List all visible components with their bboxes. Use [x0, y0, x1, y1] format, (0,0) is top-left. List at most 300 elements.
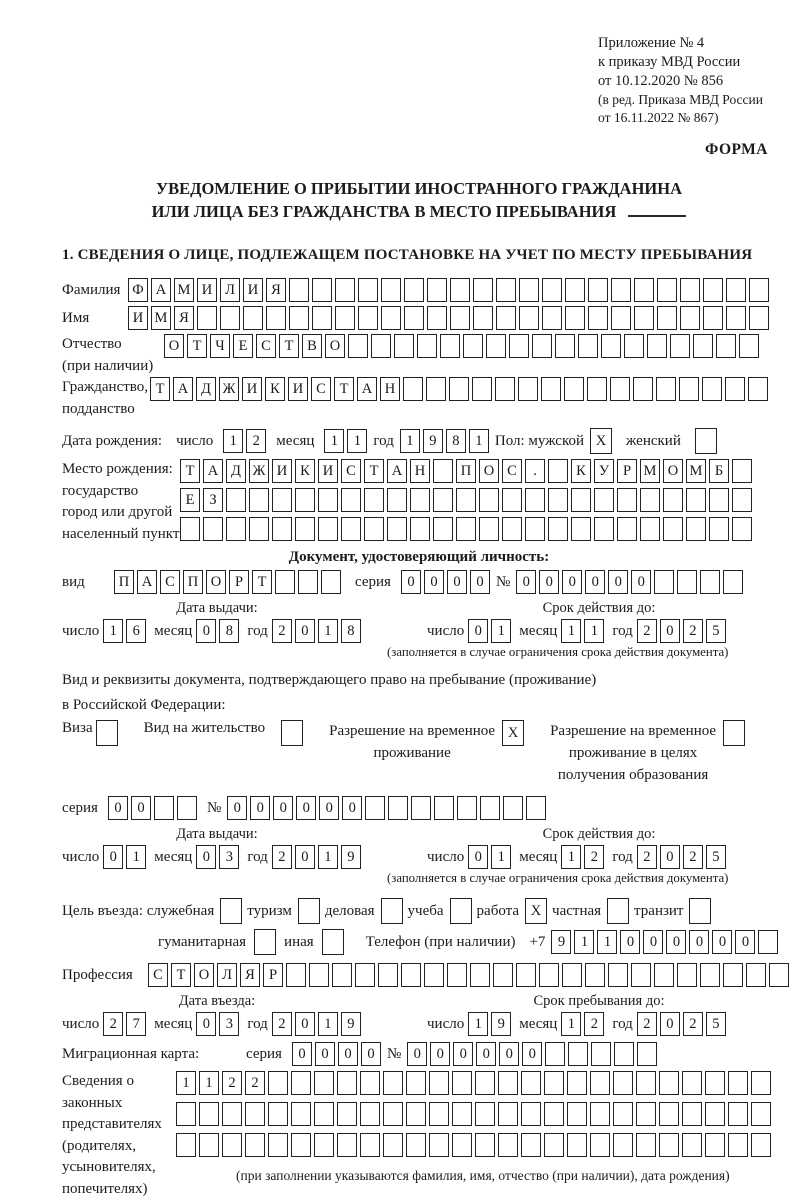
char-cell[interactable]: 1 [318, 1012, 338, 1036]
char-cell[interactable]: 1 [597, 930, 617, 954]
char-cell[interactable] [590, 1071, 610, 1095]
char-cell[interactable]: М [686, 459, 706, 483]
char-cell[interactable]: 0 [196, 619, 216, 643]
char-cell[interactable] [358, 278, 378, 302]
char-cell[interactable]: О [325, 334, 345, 358]
char-cell[interactable]: 0 [338, 1042, 358, 1066]
char-cell[interactable] [473, 306, 493, 330]
char-cell[interactable] [289, 278, 309, 302]
char-cell[interactable]: 5 [706, 619, 726, 643]
char-cell[interactable] [496, 306, 516, 330]
char-cell[interactable] [521, 1071, 541, 1095]
char-cell[interactable]: 0 [539, 570, 559, 594]
char-cell[interactable] [751, 1133, 771, 1157]
char-cell[interactable]: 0 [430, 1042, 450, 1066]
char-cell[interactable]: 0 [108, 796, 128, 820]
char-cell[interactable] [203, 517, 223, 541]
char-cell[interactable] [358, 306, 378, 330]
char-cell[interactable] [590, 1102, 610, 1126]
char-cell[interactable] [703, 278, 723, 302]
char-cell[interactable]: Р [617, 459, 637, 483]
char-cell[interactable]: 0 [295, 845, 315, 869]
char-cell[interactable]: К [571, 459, 591, 483]
char-cell[interactable] [532, 334, 552, 358]
char-cell[interactable] [565, 278, 585, 302]
char-cell[interactable] [682, 1133, 702, 1157]
char-cell[interactable]: 1 [491, 845, 511, 869]
char-cell[interactable] [440, 334, 460, 358]
char-cell[interactable]: О [206, 570, 226, 594]
char-cell[interactable] [679, 377, 699, 401]
char-cell[interactable] [475, 1102, 495, 1126]
char-cell[interactable] [222, 1102, 242, 1126]
char-cell[interactable]: И [242, 377, 262, 401]
char-cell[interactable]: Т [364, 459, 384, 483]
char-cell[interactable] [594, 517, 614, 541]
char-cell[interactable]: 1 [347, 429, 367, 453]
char-cell[interactable]: А [173, 377, 193, 401]
char-cell[interactable] [525, 517, 545, 541]
char-cell[interactable] [686, 488, 706, 512]
char-cell[interactable]: 2 [246, 429, 266, 453]
char-cell[interactable] [226, 517, 246, 541]
char-cell[interactable]: 9 [341, 1012, 361, 1036]
char-cell[interactable]: 0 [620, 930, 640, 954]
char-cell[interactable] [613, 1102, 633, 1126]
char-cell[interactable]: Л [217, 963, 237, 987]
char-cell[interactable] [404, 278, 424, 302]
char-cell[interactable]: С [148, 963, 168, 987]
char-cell[interactable]: 0 [660, 619, 680, 643]
char-cell[interactable] [275, 570, 295, 594]
gender-female-checkbox[interactable] [695, 428, 717, 454]
char-cell[interactable]: А [203, 459, 223, 483]
char-cell[interactable] [725, 377, 745, 401]
char-cell[interactable] [486, 334, 506, 358]
char-cell[interactable]: И [272, 459, 292, 483]
char-cell[interactable]: 0 [361, 1042, 381, 1066]
char-cell[interactable] [450, 278, 470, 302]
char-cell[interactable] [243, 306, 263, 330]
char-cell[interactable]: 5 [706, 1012, 726, 1036]
char-cell[interactable]: 0 [196, 845, 216, 869]
char-cell[interactable] [410, 517, 430, 541]
char-cell[interactable] [654, 963, 674, 987]
char-cell[interactable] [332, 963, 352, 987]
char-cell[interactable]: 0 [250, 796, 270, 820]
gender-male-checkbox[interactable]: X [590, 428, 612, 454]
char-cell[interactable] [565, 306, 585, 330]
char-cell[interactable]: С [341, 459, 361, 483]
char-cell[interactable] [406, 1133, 426, 1157]
char-cell[interactable]: 2 [272, 619, 292, 643]
char-cell[interactable] [571, 488, 591, 512]
char-cell[interactable]: 0 [631, 570, 651, 594]
char-cell[interactable] [176, 1133, 196, 1157]
char-cell[interactable] [387, 488, 407, 512]
char-cell[interactable] [588, 306, 608, 330]
char-cell[interactable]: С [256, 334, 276, 358]
char-cell[interactable] [525, 488, 545, 512]
char-cell[interactable] [656, 377, 676, 401]
char-cell[interactable] [424, 963, 444, 987]
char-cell[interactable]: 0 [342, 796, 362, 820]
char-cell[interactable] [594, 488, 614, 512]
char-cell[interactable]: 0 [712, 930, 732, 954]
char-cell[interactable] [199, 1102, 219, 1126]
char-cell[interactable] [456, 517, 476, 541]
char-cell[interactable]: 2 [637, 1012, 657, 1036]
char-cell[interactable] [360, 1102, 380, 1126]
temp-residence-checkbox[interactable]: X [502, 720, 524, 746]
char-cell[interactable] [578, 334, 598, 358]
char-cell[interactable] [567, 1102, 587, 1126]
char-cell[interactable] [309, 963, 329, 987]
char-cell[interactable] [728, 1071, 748, 1095]
char-cell[interactable]: 1 [584, 619, 604, 643]
char-cell[interactable] [348, 334, 368, 358]
char-cell[interactable]: 0 [516, 570, 536, 594]
char-cell[interactable] [587, 377, 607, 401]
char-cell[interactable]: Р [229, 570, 249, 594]
purpose-study-checkbox[interactable] [450, 898, 472, 924]
char-cell[interactable] [411, 796, 431, 820]
char-cell[interactable] [291, 1133, 311, 1157]
char-cell[interactable]: 1 [561, 845, 581, 869]
char-cell[interactable] [746, 963, 766, 987]
char-cell[interactable] [548, 459, 568, 483]
char-cell[interactable] [495, 377, 515, 401]
char-cell[interactable] [220, 306, 240, 330]
char-cell[interactable] [634, 278, 654, 302]
purpose-work-checkbox[interactable]: X [525, 898, 547, 924]
char-cell[interactable] [726, 278, 746, 302]
char-cell[interactable]: К [265, 377, 285, 401]
char-cell[interactable] [728, 1133, 748, 1157]
char-cell[interactable]: 2 [584, 1012, 604, 1036]
char-cell[interactable]: А [357, 377, 377, 401]
purpose-other-checkbox[interactable] [322, 929, 344, 955]
char-cell[interactable] [680, 278, 700, 302]
char-cell[interactable]: Ф [128, 278, 148, 302]
char-cell[interactable] [686, 517, 706, 541]
char-cell[interactable]: 2 [637, 619, 657, 643]
char-cell[interactable]: А [151, 278, 171, 302]
char-cell[interactable] [677, 570, 697, 594]
char-cell[interactable]: 1 [126, 845, 146, 869]
char-cell[interactable] [608, 963, 628, 987]
char-cell[interactable] [568, 1042, 588, 1066]
char-cell[interactable]: 1 [468, 1012, 488, 1036]
char-cell[interactable]: П [456, 459, 476, 483]
char-cell[interactable] [716, 334, 736, 358]
char-cell[interactable]: Б [709, 459, 729, 483]
char-cell[interactable]: 0 [735, 930, 755, 954]
char-cell[interactable] [503, 796, 523, 820]
char-cell[interactable]: Л [220, 278, 240, 302]
char-cell[interactable]: 0 [296, 796, 316, 820]
char-cell[interactable] [544, 1071, 564, 1095]
char-cell[interactable] [337, 1133, 357, 1157]
char-cell[interactable]: Д [196, 377, 216, 401]
char-cell[interactable]: И [288, 377, 308, 401]
char-cell[interactable] [289, 306, 309, 330]
purpose-transit-checkbox[interactable] [689, 898, 711, 924]
char-cell[interactable] [410, 488, 430, 512]
char-cell[interactable] [591, 1042, 611, 1066]
char-cell[interactable]: Ж [249, 459, 269, 483]
char-cell[interactable]: 0 [660, 845, 680, 869]
char-cell[interactable]: 1 [176, 1071, 196, 1095]
char-cell[interactable] [449, 377, 469, 401]
char-cell[interactable] [709, 488, 729, 512]
char-cell[interactable]: 0 [470, 570, 490, 594]
char-cell[interactable] [509, 334, 529, 358]
char-cell[interactable] [548, 517, 568, 541]
char-cell[interactable] [539, 963, 559, 987]
char-cell[interactable] [473, 278, 493, 302]
char-cell[interactable]: . [525, 459, 545, 483]
char-cell[interactable] [640, 488, 660, 512]
char-cell[interactable] [341, 517, 361, 541]
char-cell[interactable]: 2 [584, 845, 604, 869]
char-cell[interactable] [403, 377, 423, 401]
char-cell[interactable] [452, 1102, 472, 1126]
char-cell[interactable] [548, 488, 568, 512]
char-cell[interactable] [705, 1071, 725, 1095]
char-cell[interactable]: 0 [562, 570, 582, 594]
char-cell[interactable]: Е [180, 488, 200, 512]
char-cell[interactable] [633, 377, 653, 401]
char-cell[interactable]: З [203, 488, 223, 512]
char-cell[interactable] [388, 796, 408, 820]
temp-residence-edu-checkbox[interactable] [723, 720, 745, 746]
char-cell[interactable] [197, 306, 217, 330]
char-cell[interactable] [567, 1071, 587, 1095]
char-cell[interactable]: 0 [447, 570, 467, 594]
char-cell[interactable]: 0 [522, 1042, 542, 1066]
char-cell[interactable] [321, 570, 341, 594]
char-cell[interactable] [452, 1071, 472, 1095]
char-cell[interactable] [176, 1102, 196, 1126]
char-cell[interactable]: Н [410, 459, 430, 483]
char-cell[interactable] [544, 1102, 564, 1126]
char-cell[interactable] [682, 1102, 702, 1126]
char-cell[interactable]: 3 [219, 1012, 239, 1036]
residence-permit-checkbox[interactable] [281, 720, 303, 746]
char-cell[interactable] [286, 963, 306, 987]
char-cell[interactable]: Я [174, 306, 194, 330]
char-cell[interactable]: 2 [683, 845, 703, 869]
char-cell[interactable] [631, 963, 651, 987]
purpose-private-checkbox[interactable] [607, 898, 629, 924]
char-cell[interactable]: 1 [561, 1012, 581, 1036]
char-cell[interactable] [739, 334, 759, 358]
char-cell[interactable] [614, 1042, 634, 1066]
char-cell[interactable] [624, 334, 644, 358]
char-cell[interactable] [703, 306, 723, 330]
char-cell[interactable] [496, 278, 516, 302]
char-cell[interactable]: М [174, 278, 194, 302]
char-cell[interactable] [383, 1071, 403, 1095]
char-cell[interactable] [272, 488, 292, 512]
char-cell[interactable]: 1 [318, 619, 338, 643]
char-cell[interactable]: 0 [407, 1042, 427, 1066]
char-cell[interactable]: 2 [272, 1012, 292, 1036]
char-cell[interactable] [498, 1071, 518, 1095]
char-cell[interactable] [519, 278, 539, 302]
char-cell[interactable]: Я [266, 278, 286, 302]
char-cell[interactable] [749, 278, 769, 302]
char-cell[interactable] [700, 570, 720, 594]
char-cell[interactable] [611, 278, 631, 302]
char-cell[interactable] [312, 278, 332, 302]
char-cell[interactable] [383, 1133, 403, 1157]
char-cell[interactable]: О [164, 334, 184, 358]
char-cell[interactable] [268, 1102, 288, 1126]
char-cell[interactable]: 0 [499, 1042, 519, 1066]
char-cell[interactable] [751, 1071, 771, 1095]
char-cell[interactable] [562, 963, 582, 987]
char-cell[interactable]: 0 [103, 845, 123, 869]
char-cell[interactable]: М [640, 459, 660, 483]
char-cell[interactable] [726, 306, 746, 330]
char-cell[interactable] [479, 517, 499, 541]
char-cell[interactable] [636, 1133, 656, 1157]
char-cell[interactable] [585, 963, 605, 987]
char-cell[interactable]: С [160, 570, 180, 594]
char-cell[interactable]: 9 [551, 930, 571, 954]
char-cell[interactable]: О [663, 459, 683, 483]
char-cell[interactable] [406, 1071, 426, 1095]
char-cell[interactable] [663, 517, 683, 541]
char-cell[interactable] [634, 306, 654, 330]
char-cell[interactable] [314, 1071, 334, 1095]
char-cell[interactable] [748, 377, 768, 401]
char-cell[interactable] [564, 377, 584, 401]
char-cell[interactable]: Я [240, 963, 260, 987]
char-cell[interactable]: В [302, 334, 322, 358]
char-cell[interactable]: А [137, 570, 157, 594]
char-cell[interactable] [475, 1133, 495, 1157]
char-cell[interactable] [406, 1102, 426, 1126]
char-cell[interactable]: 2 [103, 1012, 123, 1036]
char-cell[interactable] [475, 1071, 495, 1095]
char-cell[interactable] [640, 517, 660, 541]
char-cell[interactable] [154, 796, 174, 820]
char-cell[interactable] [457, 796, 477, 820]
char-cell[interactable] [371, 334, 391, 358]
char-cell[interactable] [590, 1133, 610, 1157]
char-cell[interactable]: 0 [660, 1012, 680, 1036]
char-cell[interactable]: Т [252, 570, 272, 594]
char-cell[interactable] [518, 377, 538, 401]
char-cell[interactable] [670, 334, 690, 358]
char-cell[interactable]: М [151, 306, 171, 330]
char-cell[interactable] [545, 1042, 565, 1066]
char-cell[interactable]: И [197, 278, 217, 302]
char-cell[interactable] [199, 1133, 219, 1157]
char-cell[interactable] [268, 1133, 288, 1157]
char-cell[interactable]: Е [233, 334, 253, 358]
char-cell[interactable]: Т [150, 377, 170, 401]
purpose-humanitarian-checkbox[interactable] [254, 929, 276, 955]
char-cell[interactable]: П [183, 570, 203, 594]
char-cell[interactable]: 0 [295, 619, 315, 643]
char-cell[interactable] [245, 1102, 265, 1126]
char-cell[interactable] [571, 517, 591, 541]
char-cell[interactable] [657, 306, 677, 330]
char-cell[interactable] [427, 306, 447, 330]
char-cell[interactable]: 0 [468, 619, 488, 643]
char-cell[interactable]: 1 [574, 930, 594, 954]
char-cell[interactable]: 5 [706, 845, 726, 869]
char-cell[interactable]: 6 [126, 619, 146, 643]
char-cell[interactable] [732, 517, 752, 541]
char-cell[interactable] [266, 306, 286, 330]
char-cell[interactable] [758, 930, 778, 954]
char-cell[interactable] [479, 488, 499, 512]
char-cell[interactable] [318, 488, 338, 512]
char-cell[interactable]: 0 [292, 1042, 312, 1066]
char-cell[interactable] [434, 796, 454, 820]
char-cell[interactable] [611, 306, 631, 330]
char-cell[interactable] [659, 1071, 679, 1095]
char-cell[interactable]: 1 [223, 429, 243, 453]
char-cell[interactable]: Т [187, 334, 207, 358]
char-cell[interactable]: 2 [272, 845, 292, 869]
char-cell[interactable] [732, 488, 752, 512]
char-cell[interactable]: 0 [401, 570, 421, 594]
char-cell[interactable] [705, 1133, 725, 1157]
char-cell[interactable] [654, 570, 674, 594]
char-cell[interactable] [291, 1071, 311, 1095]
visa-checkbox[interactable] [96, 720, 118, 746]
purpose-business-checkbox[interactable] [381, 898, 403, 924]
char-cell[interactable] [723, 963, 743, 987]
char-cell[interactable] [360, 1133, 380, 1157]
char-cell[interactable] [401, 963, 421, 987]
char-cell[interactable]: У [594, 459, 614, 483]
char-cell[interactable] [387, 517, 407, 541]
char-cell[interactable]: Т [171, 963, 191, 987]
char-cell[interactable] [291, 1102, 311, 1126]
char-cell[interactable]: Т [180, 459, 200, 483]
char-cell[interactable] [636, 1071, 656, 1095]
char-cell[interactable] [682, 1071, 702, 1095]
char-cell[interactable]: 0 [689, 930, 709, 954]
char-cell[interactable] [456, 488, 476, 512]
char-cell[interactable]: Д [226, 459, 246, 483]
char-cell[interactable]: 0 [227, 796, 247, 820]
char-cell[interactable] [732, 459, 752, 483]
char-cell[interactable]: И [128, 306, 148, 330]
char-cell[interactable]: С [502, 459, 522, 483]
char-cell[interactable] [680, 306, 700, 330]
char-cell[interactable]: О [479, 459, 499, 483]
char-cell[interactable]: Н [380, 377, 400, 401]
char-cell[interactable] [177, 796, 197, 820]
char-cell[interactable] [364, 517, 384, 541]
char-cell[interactable] [601, 334, 621, 358]
char-cell[interactable]: 3 [219, 845, 239, 869]
char-cell[interactable] [268, 1071, 288, 1095]
char-cell[interactable] [337, 1102, 357, 1126]
char-cell[interactable] [498, 1133, 518, 1157]
char-cell[interactable]: 0 [273, 796, 293, 820]
char-cell[interactable]: И [318, 459, 338, 483]
char-cell[interactable] [657, 278, 677, 302]
